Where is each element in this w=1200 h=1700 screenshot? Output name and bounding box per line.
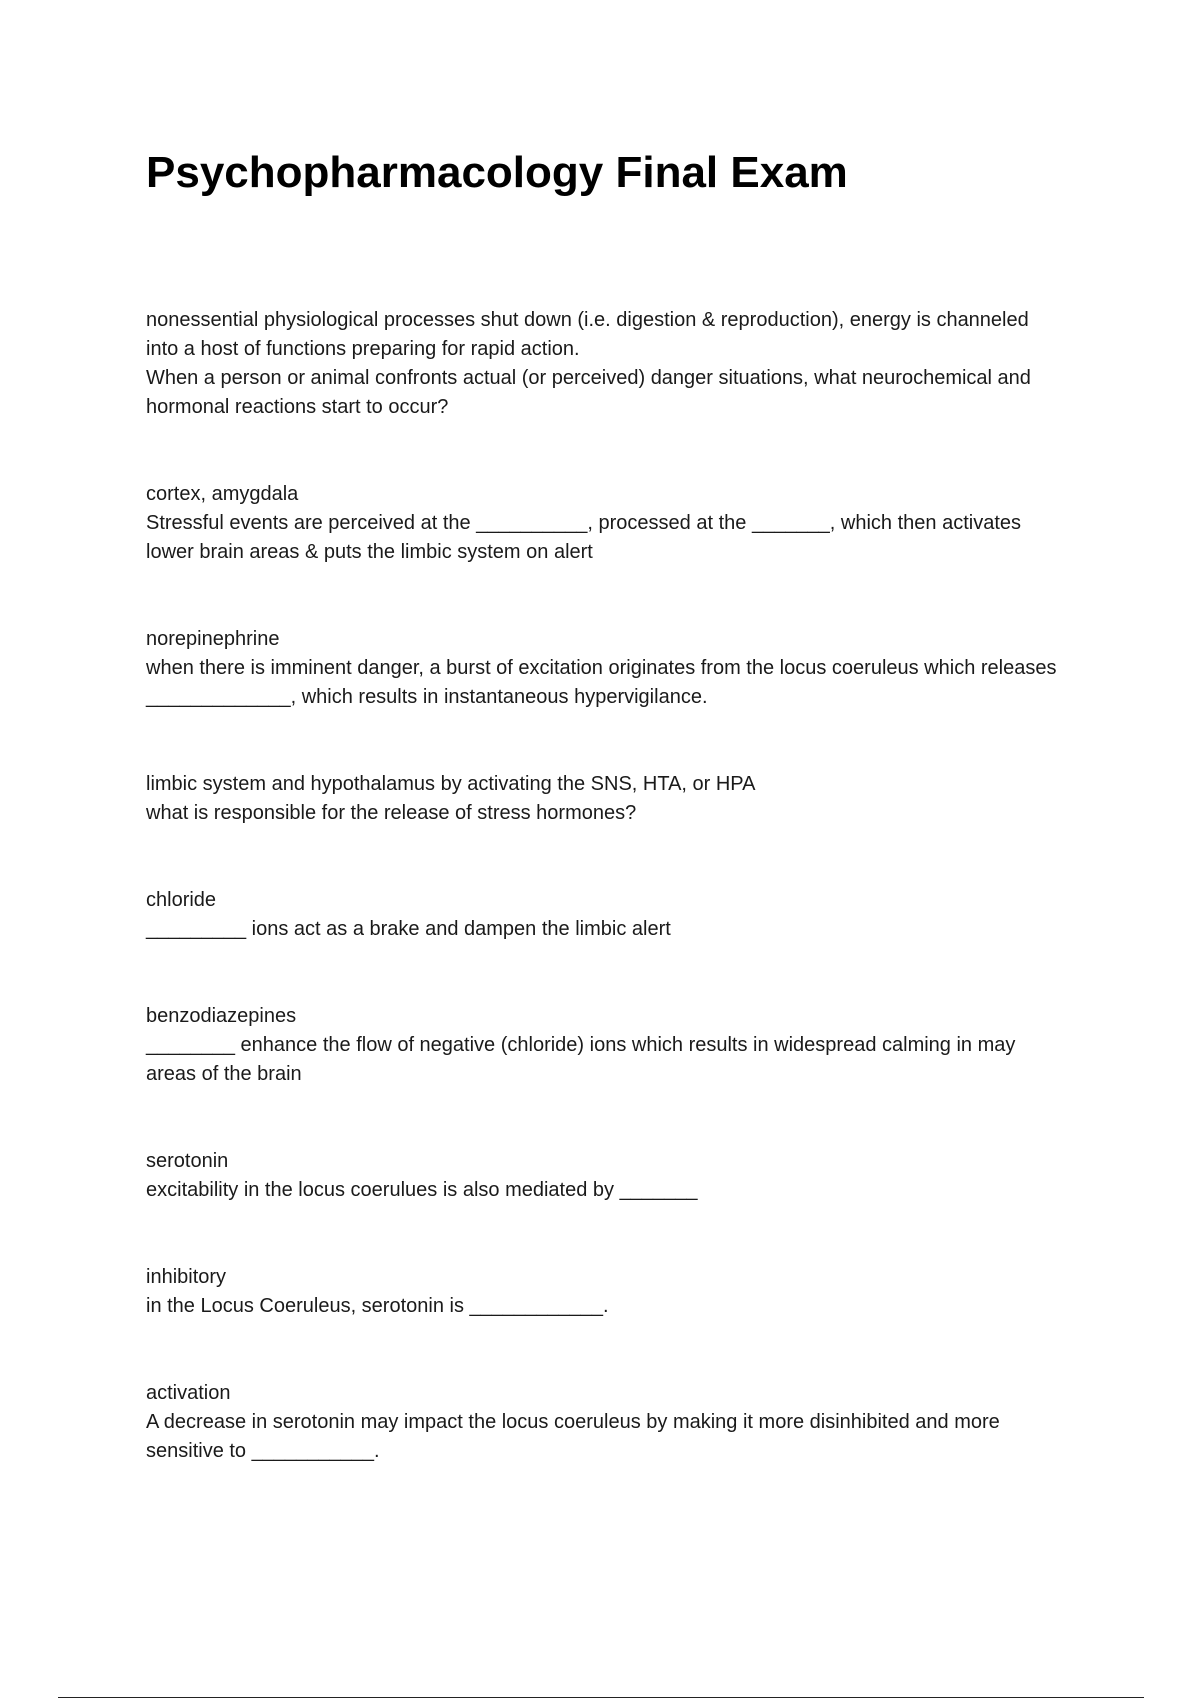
card-definition: When a person or animal confronts actual (or perceived) danger situations, what neurochemical and hormonal reactions start to occur? (146, 367, 1031, 418)
flashcard-8 (146, 1263, 1066, 1321)
card-term: nonessential physiological processes shut down (i.e. digestion & reproduction), energy is channeled into a host of functions preparing for rapid action. (146, 309, 1029, 360)
card-term: cortex, amygdala (146, 483, 299, 505)
flashcard-4 (146, 770, 1066, 828)
card-term: chloride (146, 889, 217, 911)
card-term: norepinephrine (146, 628, 280, 650)
flashcard-9 (146, 1379, 1066, 1466)
card-definition: _________ ions act as a brake and dampen the limbic alert (146, 918, 671, 940)
page-footer-divider (58, 1697, 1144, 1698)
flashcard-3 (146, 625, 1066, 712)
card-term: inhibitory (146, 1266, 227, 1288)
card-term: benzodiazepines (146, 1005, 297, 1027)
flashcard-5 (146, 886, 1066, 944)
card-definition: what is responsible for the release of stress hormones? (146, 802, 637, 824)
flashcard-2 (146, 480, 1066, 567)
flashcard-list (146, 306, 1066, 1466)
card-definition: in the Locus Coeruleus, serotonin is ____________. (146, 1295, 609, 1317)
card-term: limbic system and hypothalamus by activating the SNS, HTA, or HPA (146, 773, 756, 795)
flashcard-6 (146, 1002, 1066, 1089)
card-term: serotonin (146, 1150, 229, 1172)
card-definition: when there is imminent danger, a burst of excitation originates from the locus coeruleus which releases _____________, which results in instantaneous hypervigilance. (146, 657, 1057, 708)
card-definition: ________ enhance the flow of negative (chloride) ions which results in widespread calming in may areas of the brain (146, 1034, 1016, 1085)
page-title: Psychopharmacology Final Exam (146, 148, 848, 197)
card-term: activation (146, 1382, 231, 1404)
card-definition: excitability in the locus coerulues is also mediated by _______ (146, 1179, 698, 1201)
card-definition: Stressful events are perceived at the __________, processed at the _______, which then activates lower brain areas & puts the limbic system on alert (146, 512, 1022, 563)
flashcard-1 (146, 306, 1066, 422)
card-definition: A decrease in serotonin may impact the locus coeruleus by making it more disinhibited and more sensitive to ___________. (146, 1411, 1000, 1462)
flashcard-7 (146, 1147, 1066, 1205)
